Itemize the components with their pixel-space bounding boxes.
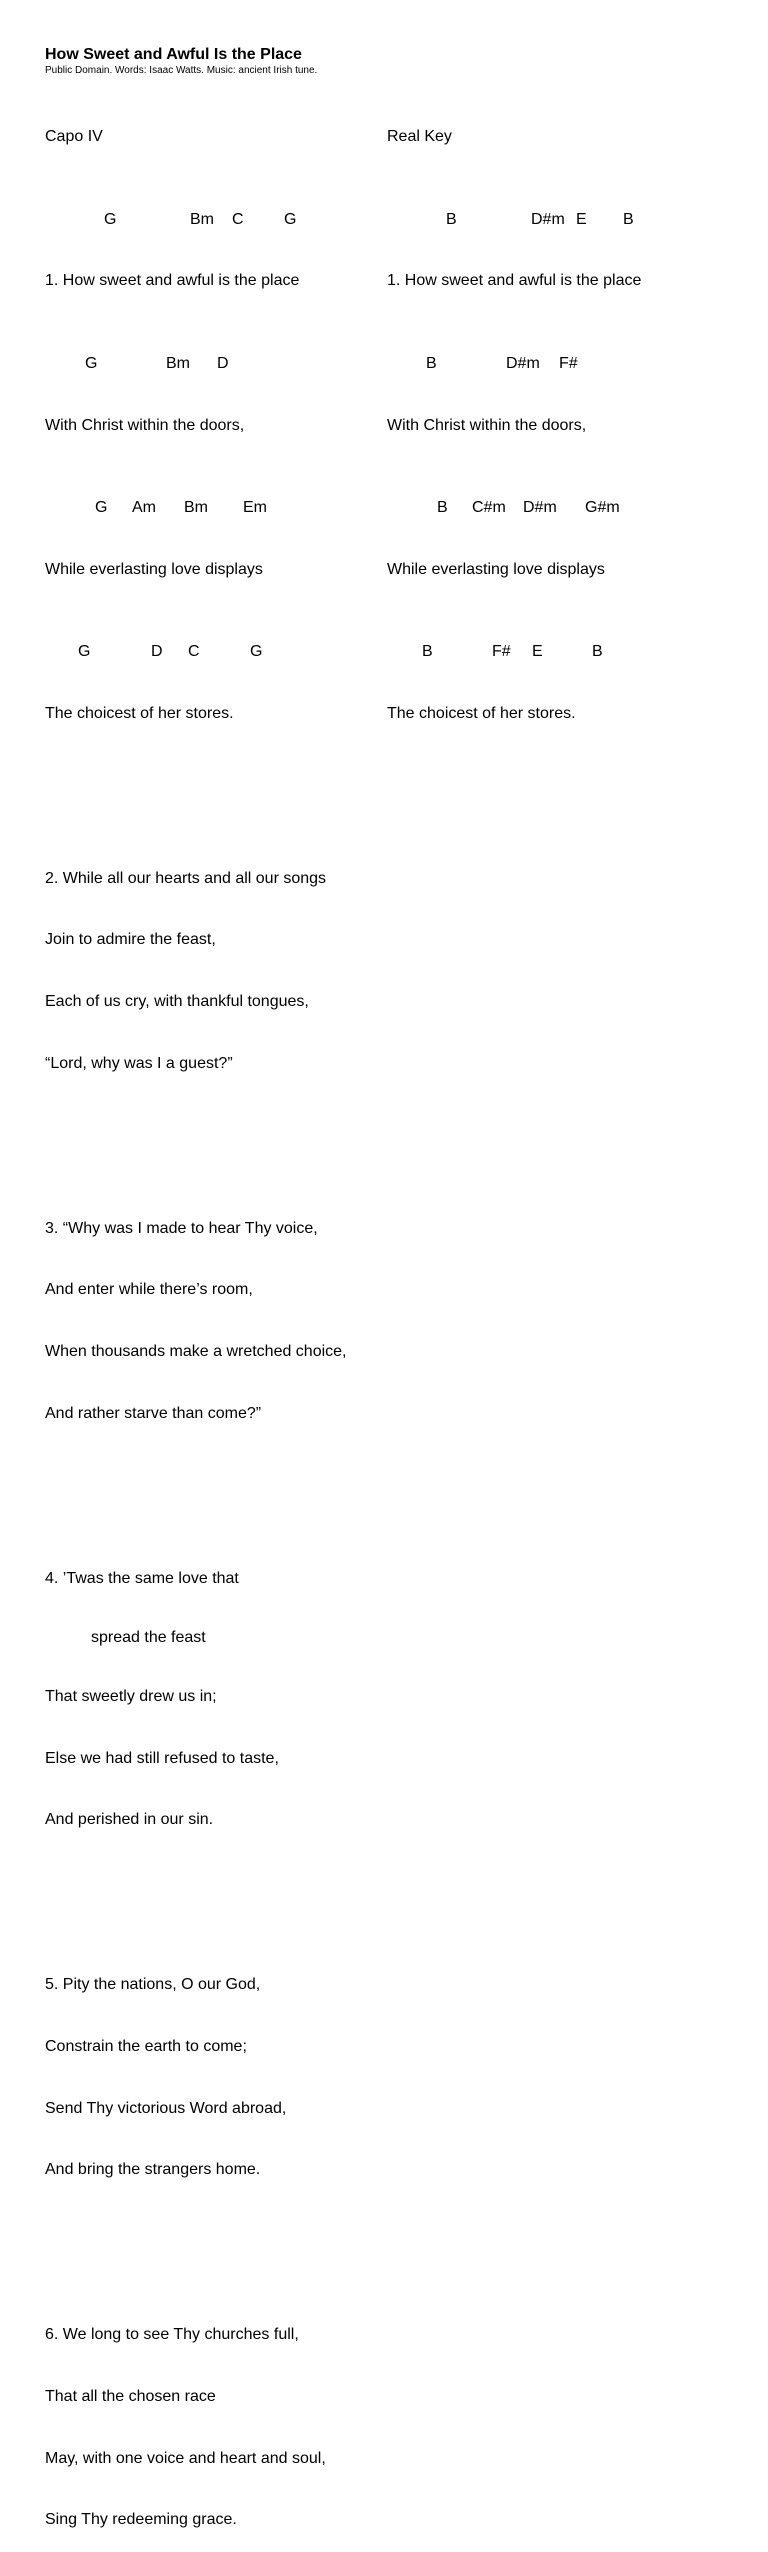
lyric-line: The choicest of her stores.	[45, 704, 234, 722]
chord: C#m	[472, 498, 506, 516]
capo-heading: Capo IV	[45, 128, 103, 146]
chord: B	[623, 210, 634, 228]
chord: G	[104, 210, 117, 228]
chord: F#	[559, 354, 578, 372]
chord: C	[188, 643, 200, 661]
lyric-line: When thousands make a wretched choice,	[45, 1343, 347, 1361]
chord-line	[387, 642, 641, 663]
lyric-line: And enter while there’s room,	[45, 1281, 253, 1299]
lyric-line: 1. How sweet and awful is the place	[387, 272, 642, 290]
chord: G	[95, 498, 108, 516]
chord-line	[45, 354, 347, 375]
chord: G	[250, 643, 263, 661]
chord: D#m	[531, 210, 565, 228]
chord-line	[45, 642, 347, 663]
chord: Em	[243, 498, 267, 516]
chord: B	[426, 354, 437, 372]
chord: G	[85, 354, 98, 372]
chord: G	[78, 643, 91, 661]
chord: B	[422, 643, 433, 661]
lyric-line: 1. How sweet and awful is the place	[45, 272, 300, 290]
lyric-line: May, with one voice and heart and soul,	[45, 2449, 326, 2467]
lyric-line: Send Thy victorious Word abroad,	[45, 2099, 287, 2117]
lyric-line: With Christ within the doors,	[45, 416, 245, 434]
chord: Bm	[184, 498, 208, 516]
lyric-line: The choicest of her stores.	[387, 704, 576, 722]
chord-line	[45, 210, 347, 231]
lyric-line: Join to admire the feast,	[45, 931, 216, 949]
lyric-line: While everlasting love displays	[387, 560, 605, 578]
chord: Bm	[190, 210, 214, 228]
chord: G	[284, 210, 297, 228]
chord-line	[387, 498, 641, 519]
song-title: How Sweet and Awful Is the Place	[45, 46, 302, 63]
chord-line	[387, 210, 641, 231]
lyric-line: While everlasting love displays	[45, 560, 263, 578]
lyric-line: That all the chosen race	[45, 2387, 216, 2405]
chord: D#m	[523, 498, 557, 516]
lyric-line: And bring the strangers home.	[45, 2161, 261, 2179]
chord: C	[232, 210, 244, 228]
lyric-line: 4. ’Twas the same love that	[45, 1569, 239, 1587]
lyric-line: Constrain the earth to come;	[45, 2037, 247, 2055]
lyric-line: 5. Pity the nations, O our God,	[45, 1976, 261, 1994]
chord: F#	[492, 643, 511, 661]
lyric-line: That sweetly drew us in;	[45, 1687, 217, 1705]
chord: B	[437, 498, 448, 516]
chord: Am	[132, 498, 156, 516]
capo-column	[45, 86, 347, 2552]
chord: E	[532, 643, 543, 661]
chord: B	[592, 643, 603, 661]
lyric-line: And perished in our sin.	[45, 1811, 214, 1829]
real-key-heading: Real Key	[387, 128, 452, 146]
lyric-line: Each of us cry, with thankful tongues,	[45, 993, 309, 1011]
lyric-line: With Christ within the doors,	[387, 416, 587, 434]
chord: D	[217, 354, 229, 372]
chord: G#m	[585, 498, 620, 516]
chord: E	[576, 210, 587, 228]
lyric-line: 2. While all our hearts and all our songs	[45, 869, 327, 887]
lyric-line: And rather starve than come?”	[45, 1405, 262, 1422]
lyric-line: “Lord, why was I a guest?”	[45, 1054, 233, 1072]
chord: D#m	[506, 354, 540, 372]
chord: B	[446, 210, 457, 228]
chord-line	[387, 354, 641, 375]
real-key-column	[387, 86, 641, 745]
lyric-line: spread the feast	[91, 1628, 206, 1646]
lyric-line: 3. “Why was I made to hear Thy voice,	[45, 1219, 318, 1237]
lyric-line: 6. We long to see Thy churches full,	[45, 2326, 299, 2344]
chord-line	[45, 498, 347, 519]
lyric-line: Sing Thy redeeming grace.	[45, 2511, 237, 2529]
song-credits: Public Domain. Words: Isaac Watts. Music: ancient Irish tune.	[45, 65, 318, 76]
chord: D	[151, 643, 163, 661]
lyric-line: Else we had still refused to taste,	[45, 1749, 279, 1767]
chord: Bm	[166, 354, 190, 372]
